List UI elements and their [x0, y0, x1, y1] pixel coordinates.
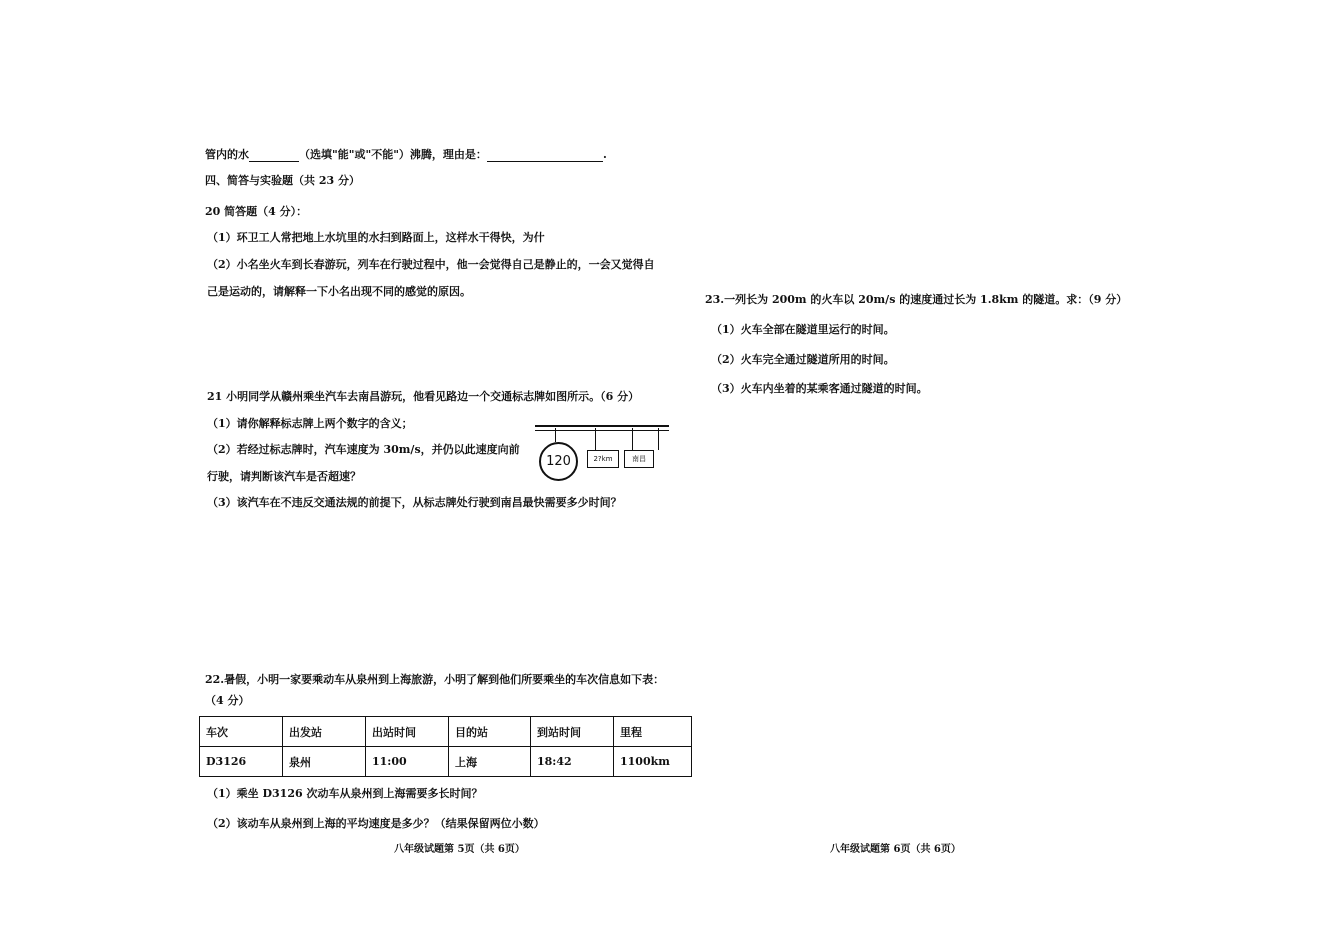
line0-end: .	[602, 148, 607, 161]
train-schedule-table	[199, 716, 692, 777]
sign-post-4	[658, 428, 659, 450]
q23-part1: （1）火车全部在隧道里运行的时间。	[711, 323, 895, 336]
q22-part1: （1）乘坐 D3126 次动车从泉州到上海需要多长时间？	[207, 787, 483, 800]
destination-sign: 南昌	[624, 450, 654, 468]
table-cell: 泉州	[283, 747, 366, 777]
table-header-cell: 目的站	[449, 717, 531, 747]
table-cell: 1100km	[614, 747, 692, 777]
left-page-footer: 八年级试题第 5页（共 6页）	[394, 844, 525, 855]
line0-prefix: 管内的水	[205, 148, 249, 161]
q21-part3: （3）该汽车在不违反交通法规的前提下，从标志牌处行驶到南昌最快需要多少时间？	[207, 496, 622, 509]
table-cell: 上海	[449, 747, 531, 777]
q22-title-line2: （4 分）	[205, 694, 250, 707]
q23-part2: （2）火车完全通过隧道所用的时间。	[711, 353, 895, 366]
q21-part1: （1）请你解释标志牌上两个数字的含义；	[207, 417, 413, 430]
q21-title: 21 小明同学从赣州乘坐汽车去南昌游玩，他看见路边一个交通标志牌如图所示。（6 分）	[207, 390, 640, 403]
q19-tail-line	[205, 148, 607, 162]
answer-blank-1[interactable]	[249, 150, 299, 162]
q20-title: 20 简答题（4 分）：	[205, 205, 308, 218]
q23-title: 23.一列长为 200m 的火车以 20m/s 的速度通过长为 1.8km 的隧道。求：（9 分）	[705, 293, 1128, 306]
q22-title-line1: 22.暑假，小明一家要乘动车从泉州到上海旅游，小明了解到他们所要乘坐的车次信息如下表：	[205, 673, 665, 686]
table-header-cell: 出发站	[283, 717, 366, 747]
table-cell: D3126	[200, 747, 283, 777]
right-page-footer: 八年级试题第 6页（共 6页）	[830, 844, 961, 855]
table-cell: 11:00	[366, 747, 449, 777]
table-header-row	[200, 717, 692, 747]
section-title: 四、简答与实验题（共 23 分）	[205, 174, 360, 187]
q20-part2-line1: （2）小名坐火车到长春游玩，列车在行驶过程中，他一会觉得自己是静止的，一会又觉得自	[207, 258, 655, 271]
table-header-cell: 出站时间	[366, 717, 449, 747]
sign-post-1	[555, 428, 556, 442]
q21-part2-line1: （2）若经过标志牌时，汽车速度为 30m/s，并仍以此速度向前	[207, 443, 520, 456]
speed-limit-sign: 120	[539, 442, 578, 481]
distance-sign: 2?km	[587, 450, 619, 468]
sign-post-3	[632, 428, 633, 450]
q20-part2-line2: 己是运动的，请解释一下小名出现不同的感觉的原因。	[207, 285, 471, 298]
answer-blank-2[interactable]	[487, 150, 603, 162]
q22-part2: （2）该动车从泉州到上海的平均速度是多少？（结果保留两位小数）	[207, 817, 545, 830]
q23-part3: （3）火车内坐着的某乘客通过隧道的时间。	[711, 382, 928, 395]
table-header-cell: 里程	[614, 717, 692, 747]
traffic-sign-figure	[535, 422, 671, 480]
table-cell: 18:42	[531, 747, 614, 777]
q20-part1: （1）环卫工人常把地上水坑里的水扫到路面上，这样水干得快，为什	[207, 231, 545, 244]
table-header-cell: 到站时间	[531, 717, 614, 747]
q21-part2-line2: 行驶，请判断该汽车是否超速？	[207, 470, 361, 483]
line0-middle: （选填"能"或"不能"）沸腾，理由是：	[299, 148, 487, 161]
sign-post-2	[595, 428, 596, 450]
table-row	[200, 747, 692, 777]
table-header-cell: 车次	[200, 717, 283, 747]
